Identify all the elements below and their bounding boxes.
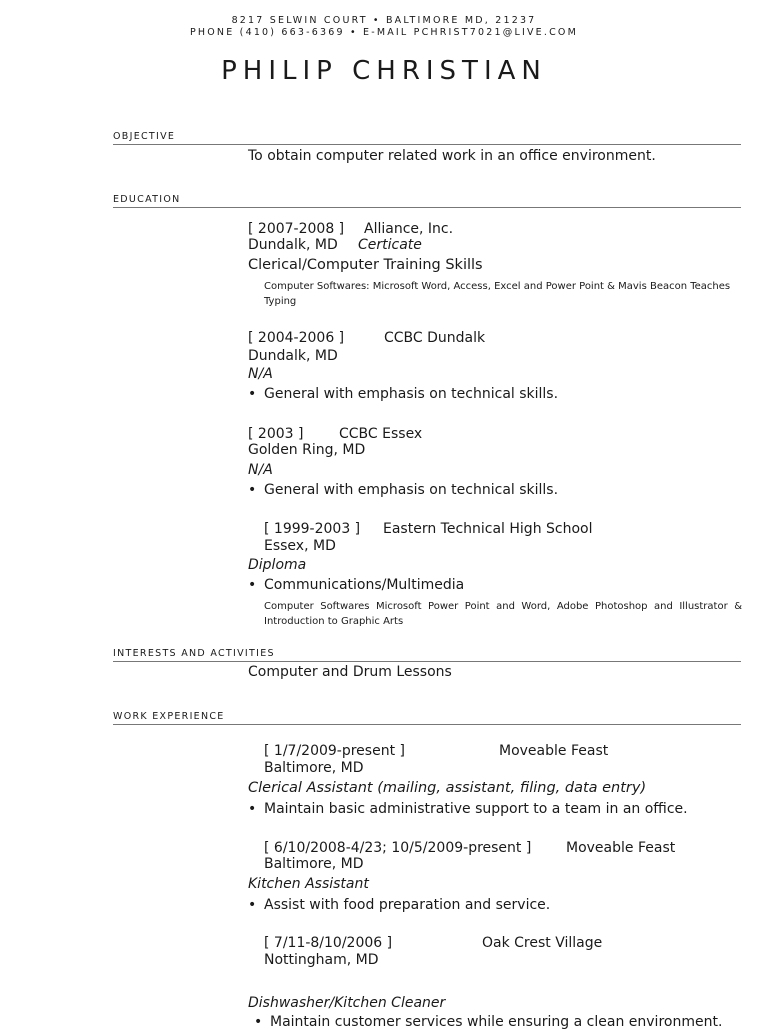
edu-dates: [ 1999-2003 ] <box>264 521 361 537</box>
section-heading: OBJECTIVE <box>113 131 176 142</box>
work-bullet-text: Maintain basic administrative support to a team in an office. <box>264 801 688 817</box>
section-heading: WORK EXPERIENCE <box>113 711 225 722</box>
edu-bullet-text: General with emphasis on technical skills. <box>264 482 559 498</box>
objective-text: To obtain computer related work in an office environment. <box>248 148 656 164</box>
contact-line: PHONE (410) 663-6369 • E-MAIL PCHRIST7021@LIVE.COM <box>189 27 578 38</box>
edu-degree: Certicate <box>358 237 422 253</box>
bullet-icon: • <box>254 1014 263 1030</box>
work-title: Dishwasher/Kitchen Cleaner <box>248 995 446 1011</box>
section-heading: INTERESTS AND ACTIVITIES <box>113 648 275 659</box>
bullet-icon: • <box>248 482 257 498</box>
edu-bullet-text: General with emphasis on technical skills. <box>264 386 559 402</box>
section-heading: EDUCATION <box>113 194 181 205</box>
edu-location: Golden Ring, MD <box>248 442 366 458</box>
work-employer: Oak Crest Village <box>482 935 603 951</box>
edu-note: Computer Softwares Microsoft Power Point and Word, Adobe Photoshop and Illustrator & Introduction to Graphic Arts <box>264 601 742 627</box>
edu-dates: [ 2004-2006 ] <box>248 330 345 346</box>
section-objective <box>113 131 741 145</box>
work-dates: [ 6/10/2008-4/23; 10/5/2009-present ] <box>264 840 532 856</box>
work-title: Kitchen Assistant <box>248 876 369 892</box>
work-bullet-text: Maintain customer services while ensuring a clean environment. <box>270 1014 723 1030</box>
edu-school: CCBC Essex <box>339 426 423 442</box>
bullet-icon: • <box>248 897 257 913</box>
bullet-icon: • <box>248 801 257 817</box>
edu-school: CCBC Dundalk <box>384 330 486 346</box>
work-bullet-text: Assist with food preparation and service. <box>264 897 551 913</box>
edu-dates: [ 2003 ] <box>248 426 304 442</box>
work-title: Clerical Assistant (mailing, assistant, filing, data entry) <box>248 780 647 796</box>
interests-text: Computer and Drum Lessons <box>248 664 452 680</box>
edu-school: Alliance, Inc. <box>364 221 454 237</box>
work-employer: Moveable Feast <box>566 840 676 856</box>
work-dates: [ 7/11-8/10/2006 ] <box>264 935 393 951</box>
edu-subtitle: Clerical/Computer Training Skills <box>248 257 483 273</box>
bullet-icon: • <box>248 577 257 593</box>
edu-location: Dundalk, MD <box>248 237 338 253</box>
section-interests <box>113 648 741 662</box>
bullet-icon: • <box>248 386 257 402</box>
edu-location: Essex, MD <box>264 538 336 554</box>
edu-note: Computer Softwares: Microsoft Word, Access, Excel and Power Point & Mavis Beacon Teaches Typing <box>264 281 731 307</box>
work-location: Baltimore, MD <box>264 760 364 776</box>
work-dates: [ 1/7/2009-present ] <box>264 743 405 759</box>
edu-degree: N/A <box>248 366 273 382</box>
work-location: Nottingham, MD <box>264 952 379 968</box>
edu-degree: N/A <box>248 462 273 478</box>
address-line: 8217 SELWIN COURT • BALTIMORE MD, 21237 <box>231 15 537 26</box>
section-work <box>113 711 741 725</box>
edu-bullet-text: Communications/Multimedia <box>264 577 465 593</box>
edu-school: Eastern Technical High School <box>383 521 593 537</box>
work-employer: Moveable Feast <box>499 743 609 759</box>
edu-degree: Diploma <box>248 557 307 573</box>
applicant-name: PHILIP CHRISTIAN <box>221 56 547 86</box>
edu-location: Dundalk, MD <box>248 348 338 364</box>
work-location: Baltimore, MD <box>264 856 364 872</box>
edu-dates: [ 2007-2008 ] <box>248 221 345 237</box>
section-education <box>113 194 741 208</box>
